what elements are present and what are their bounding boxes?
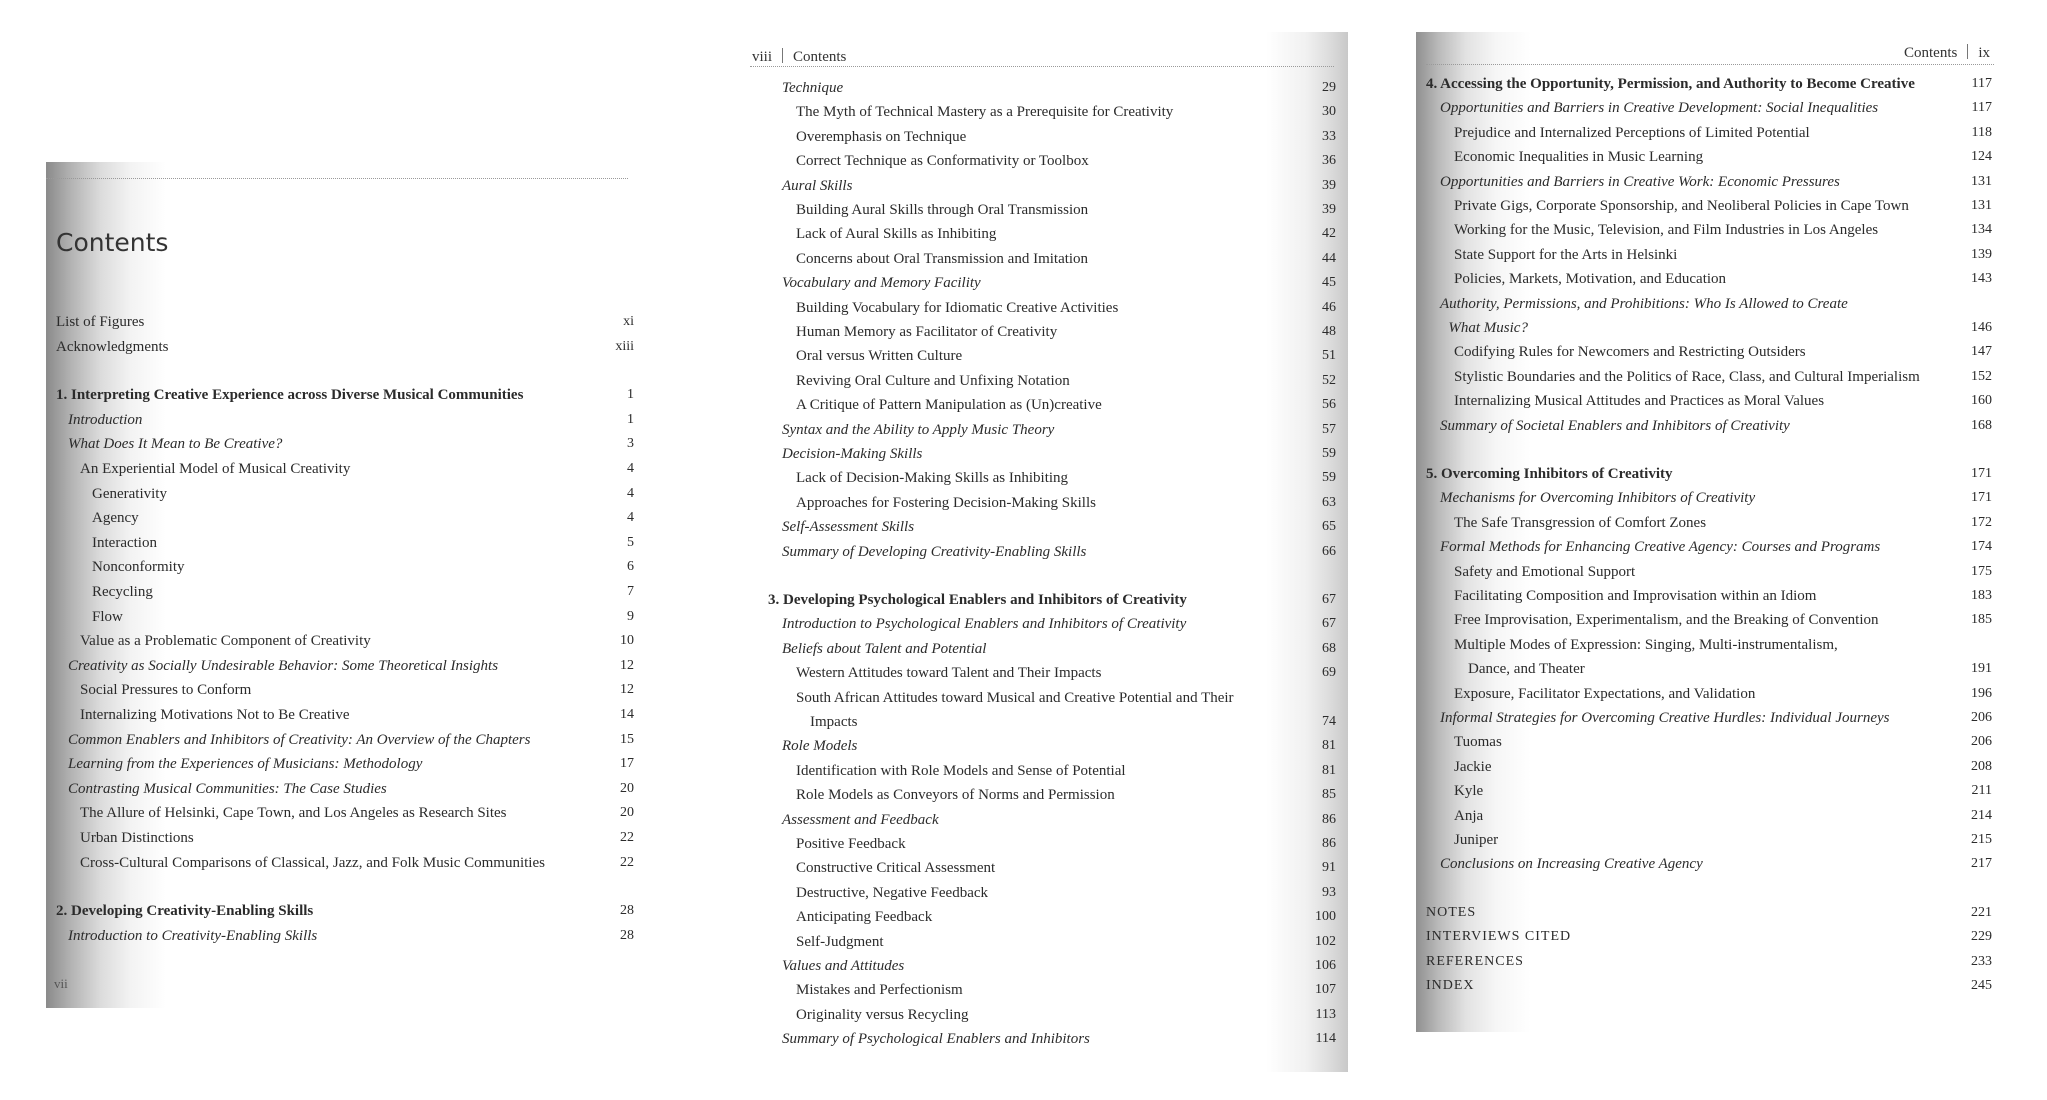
toc-page-number: 174	[1971, 539, 1992, 555]
toc-entry-title: Anja	[1454, 807, 1484, 824]
toc-entry-title: Opportunities and Barriers in Creative Development: Social Inequalities	[1440, 100, 1879, 117]
toc-entry-title: Summary of Societal Enablers and Inhibitors of Creativity	[1440, 417, 1790, 434]
toc-entry-title: 4. Accessing the Opportunity, Permission, and Authority to Become Creative	[1426, 76, 1915, 92]
toc-entry-title: Private Gigs, Corporate Sponsorship, and Neoliberal Policies in Cape Town	[1454, 198, 1909, 214]
toc-entry-title: Recycling	[92, 584, 153, 600]
toc-entry-title: Role Models	[782, 738, 858, 755]
toc-entry-title: What Does It Mean to Be Creative?	[68, 436, 283, 453]
toc-entry-title: Tuomas	[1454, 734, 1502, 751]
toc-page-number: 5	[627, 534, 634, 550]
toc-page-number: 214	[1971, 807, 1992, 823]
toc-page-number: 1	[627, 387, 634, 403]
toc-page-number: 85	[1322, 787, 1336, 803]
toc-entry-title: NOTES	[1426, 904, 1477, 920]
toc-page-number: 10	[620, 633, 634, 649]
toc-entry-title: Building Aural Skills through Oral Transmission	[796, 202, 1089, 218]
toc-page-number: 59	[1322, 446, 1336, 461]
toc-entry-title: Syntax and the Ability to Apply Music Theory	[782, 421, 1055, 438]
toc-entry-title: Role Models as Conveyors of Norms and Permission	[796, 787, 1115, 804]
toc-page-number: 221	[1971, 904, 1992, 920]
toc-page-number: 106	[1315, 958, 1336, 973]
toc-entry-title: Vocabulary and Memory Facility	[782, 275, 981, 292]
toc-page-number: 6	[627, 559, 634, 575]
toc-page-number: 196	[1971, 685, 1992, 701]
toc-page-number: 134	[1971, 222, 1992, 238]
toc-page-number: 69	[1322, 665, 1336, 681]
toc-entry-title: Flow	[92, 608, 123, 625]
toc-page-number: 117	[1971, 76, 1992, 91]
toc-entry-title: Introduction	[68, 411, 143, 428]
toc-entry-title: Constructive Critical Assessment	[796, 860, 996, 877]
toc-entry-title: The Allure of Helsinki, Cape Town, and Los Angeles as Research Sites	[80, 805, 507, 822]
toc-page-number: 245	[1971, 978, 1992, 993]
toc-page-number: 183	[1971, 588, 1992, 603]
toc-page-number: 139	[1971, 246, 1992, 262]
toc-page-number: 143	[1971, 271, 1992, 287]
toc-page-number: 86	[1322, 811, 1336, 827]
toc-entry-title: Self-Assessment Skills	[782, 519, 915, 536]
toc-entry-title: Destructive, Negative Feedback	[796, 884, 989, 901]
toc-page-number: 102	[1315, 933, 1336, 949]
toc-entry-title: What Music?	[1448, 320, 1528, 336]
toc-page-number: xiii	[615, 338, 634, 354]
toc-page-number: 211	[1971, 783, 1992, 799]
toc-entry-title: Human Memory as Facilitator of Creativity	[796, 324, 1058, 340]
toc-entry-title: The Safe Transgression of Comfort Zones	[1454, 514, 1707, 531]
toc-page-number: 63	[1322, 494, 1336, 510]
toc-page-number: 66	[1322, 543, 1336, 559]
toc-page-number: 65	[1322, 519, 1336, 535]
toc-entry-title: Common Enablers and Inhibitors of Creativity: An Overview of the Chapters	[68, 731, 531, 748]
toc-page-number: 14	[620, 707, 634, 722]
toc-page-vii	[46, 162, 634, 1008]
header-rule	[1426, 64, 1994, 65]
toc-entry-title: Value as a Problematic Component of Creativity	[80, 633, 371, 650]
toc-page-number: 68	[1322, 640, 1336, 656]
toc-page-number: 107	[1315, 982, 1336, 998]
toc-entry-title: Opportunities and Barriers in Creative Work: Economic Pressures	[1440, 173, 1840, 190]
toc-entry-title: Impacts	[810, 714, 858, 730]
toc-entry-title: Internalizing Motivations Not to Be Creative	[80, 707, 350, 723]
toc-entry-title: South African Attitudes toward Musical and Creative Potential and Their	[796, 689, 1234, 706]
toc-page-number: 215	[1971, 832, 1992, 847]
toc-page-number: 7	[627, 584, 634, 599]
toc-page-number: 229	[1971, 929, 1992, 945]
toc-entry-title: Western Attitudes toward Talent and Their Impacts	[796, 665, 1102, 682]
running-head-title: Contents	[793, 49, 847, 65]
toc-entry-title: Anticipating Feedback	[796, 909, 933, 926]
toc-entry-title: Internalizing Musical Attitudes and Practices as Moral Values	[1454, 393, 1825, 410]
toc-entry-title: Stylistic Boundaries and the Politics of Race, Class, and Cultural Imperialism	[1454, 368, 1920, 385]
running-head	[752, 48, 846, 66]
toc-entry-title: Mechanisms for Overcoming Inhibitors of Creativity	[1440, 490, 1756, 507]
toc-page-number: 51	[1322, 348, 1336, 364]
toc-page-number: 131	[1971, 198, 1992, 213]
toc-page-number: 171	[1971, 466, 1992, 481]
toc-page-number: 56	[1322, 397, 1336, 413]
toc-entry-title: Mistakes and Perfectionism	[796, 982, 963, 999]
toc-entry-title: Identification with Role Models and Sense of Potential	[796, 762, 1126, 779]
toc-page-number: 206	[1971, 710, 1992, 725]
toc-entry-title: Economic Inequalities in Music Learning	[1454, 149, 1704, 166]
toc-entry-title: Facilitating Composition and Improvisation within an Idiom	[1454, 588, 1817, 604]
toc-entry-title: Formal Methods for Enhancing Creative Agency: Courses and Programs	[1440, 539, 1881, 556]
toc-page-number: 20	[620, 805, 634, 821]
toc-page-number: 147	[1971, 344, 1992, 360]
toc-page-number: 160	[1971, 393, 1992, 409]
toc-entry-title: The Myth of Technical Mastery as a Prerequisite for Creativity	[796, 104, 1174, 121]
toc-entry-title: 3. Developing Psychological Enablers and Inhibitors of Creativity	[768, 592, 1187, 608]
toc-entry-title: List of Figures	[56, 314, 145, 330]
toc-entry-title: Oral versus Written Culture	[796, 348, 963, 365]
toc-entry-title: Aural Skills	[782, 177, 853, 194]
toc-page-number: 46	[1322, 299, 1336, 315]
toc-page-number: 146	[1971, 320, 1992, 335]
toc-entry-title: Codifying Rules for Newcomers and Restricting Outsiders	[1454, 344, 1806, 361]
toc-page-number: 36	[1322, 153, 1336, 169]
header-rule	[750, 66, 1334, 67]
toc-entry-title: Introduction to Creativity-Enabling Skills	[68, 927, 318, 944]
page-folio: viii	[752, 49, 773, 65]
toc-entry-title: Correct Technique as Conformativity or Toolbox	[796, 153, 1089, 170]
toc-page-number: 3	[627, 436, 634, 452]
toc-page-number: 29	[1322, 80, 1336, 95]
toc-page-number: 9	[627, 608, 634, 624]
toc-page-number: 124	[1971, 149, 1992, 165]
toc-page-number: 168	[1971, 417, 1992, 433]
toc-entry-title: Contrasting Musical Communities: The Case Studies	[68, 780, 387, 797]
toc-page-number: 12	[620, 657, 634, 673]
toc-entry-title: Prejudice and Internalized Perceptions of Limited Potential	[1454, 124, 1810, 141]
toc-entry-title: Conclusions on Increasing Creative Agency	[1440, 856, 1703, 873]
toc-entry-title: Agency	[92, 510, 139, 527]
toc-page-number: 28	[620, 927, 634, 943]
toc-entry-title: Technique	[782, 80, 844, 96]
toc-entry-title: Exposure, Facilitator Expectations, and Validation	[1454, 685, 1756, 702]
toc-page-ix	[1416, 32, 2002, 1032]
toc-page-number: 1	[627, 411, 634, 427]
toc-entry-title: Authority, Permissions, and Prohibitions: Who Is Allowed to Create	[1440, 295, 1848, 312]
toc-entry-title: Summary of Developing Creativity-Enabling Skills	[782, 543, 1087, 560]
toc-entry-title: Decision-Making Skills	[782, 446, 923, 462]
toc-entry-title: Learning from the Experiences of Musicians: Methodology	[68, 756, 423, 773]
toc-page-number: 22	[620, 854, 634, 870]
toc-entry-title: Overemphasis on Technique	[796, 128, 967, 145]
page-title: Contents	[56, 228, 169, 257]
toc-entry-title: Policies, Markets, Motivation, and Education	[1454, 271, 1727, 288]
page-folio: vii	[54, 976, 68, 991]
toc-entry-title: Values and Attitudes	[782, 958, 905, 974]
toc-entry-title: Lack of Decision-Making Skills as Inhibiting	[796, 470, 1069, 487]
toc-page-number: 113	[1315, 1006, 1336, 1022]
running-head-title: Contents	[1903, 45, 1958, 61]
toc-entry-title: Informal Strategies for Overcoming Creative Hurdles: Individual Journeys	[1440, 710, 1890, 726]
toc-page-number: 28	[620, 903, 634, 919]
toc-page-number: 152	[1971, 368, 1992, 384]
toc-entry-title: Social Pressures to Conform	[80, 682, 252, 699]
toc-page-number: 39	[1322, 177, 1336, 193]
toc-page-number: 114	[1315, 1031, 1336, 1047]
toc-page-number: 206	[1971, 734, 1992, 750]
toc-page-number: 172	[1971, 514, 1992, 530]
toc-page-number: 45	[1322, 275, 1336, 291]
toc-page-number: 81	[1322, 738, 1336, 754]
toc-page-number: 81	[1322, 762, 1336, 778]
toc-page-number: 42	[1322, 226, 1336, 242]
toc-entry-title: Multiple Modes of Expression: Singing, Multi-instrumentalism,	[1454, 636, 1838, 653]
toc-entry-title: Generativity	[92, 485, 167, 502]
toc-entry-title: 1. Interpreting Creative Experience across Diverse Musical Communities	[56, 387, 524, 404]
toc-entry-title: Beliefs about Talent and Potential	[782, 640, 987, 657]
toc-page-number: 86	[1322, 836, 1336, 851]
toc-entry-title: Assessment and Feedback	[782, 811, 939, 828]
toc-page-number: 33	[1322, 128, 1336, 144]
running-head-separator	[1967, 44, 1968, 59]
toc-page-number: 22	[620, 830, 634, 845]
toc-entry-title: Approaches for Fostering Decision-Making Skills	[796, 494, 1096, 511]
toc-page-number: 67	[1322, 592, 1336, 607]
toc-entry-title: Urban Distinctions	[80, 830, 194, 846]
toc-page-number: 67	[1322, 616, 1336, 632]
toc-page-number: 171	[1971, 490, 1992, 506]
toc-entry-title: Creativity as Socially Undesirable Behavior: Some Theoretical Insights	[68, 657, 499, 674]
toc-page-number: 59	[1322, 470, 1336, 486]
toc-page-number: 100	[1315, 909, 1336, 925]
toc-entry-title: Introduction to Psychological Enablers and Inhibitors of Creativity	[782, 616, 1187, 633]
toc-entry-title: Dance, and Theater	[1468, 661, 1585, 678]
running-head	[1904, 44, 1990, 62]
toc-page-number: 91	[1322, 860, 1336, 876]
toc-entry-title: Lack of Aural Skills as Inhibiting	[796, 226, 997, 243]
toc-page-number: 4	[627, 461, 634, 476]
toc-page-number: 208	[1971, 758, 1992, 774]
toc-entry-title: Free Improvisation, Experimentalism, and the Breaking of Convention	[1454, 612, 1879, 629]
toc-page-number: 233	[1971, 953, 1992, 969]
toc-entry-title: Originality versus Recycling	[796, 1006, 969, 1023]
toc-entry-title: Kyle	[1454, 783, 1484, 800]
toc-entry-title: Concerns about Oral Transmission and Imitation	[796, 250, 1089, 267]
toc-page-number: 117	[1971, 100, 1992, 116]
toc-entry-title: Self-Judgment	[796, 933, 884, 950]
toc-page-number: 4	[627, 485, 634, 501]
toc-page-number: 185	[1971, 612, 1992, 628]
header-rule	[46, 178, 628, 179]
toc-page-number: 30	[1322, 104, 1336, 120]
toc-page-number: 4	[627, 510, 634, 526]
running-head-separator	[782, 48, 783, 63]
toc-entry-title: Reviving Oral Culture and Unfixing Notation	[796, 372, 1070, 389]
toc-entry-title: 2. Developing Creativity-Enabling Skills	[56, 903, 314, 920]
toc-page-number: 39	[1322, 202, 1336, 217]
toc-entry-title: A Critique of Pattern Manipulation as (Un)creative	[796, 397, 1102, 414]
toc-page-number: 191	[1971, 661, 1992, 677]
toc-page-number: 20	[620, 780, 634, 796]
toc-entry-title: Safety and Emotional Support	[1454, 563, 1636, 580]
toc-entry-title: 5. Overcoming Inhibitors of Creativity	[1426, 466, 1673, 482]
toc-page-number: 175	[1971, 563, 1992, 579]
toc-entry-title: REFERENCES	[1426, 953, 1524, 969]
toc-page-number: 131	[1971, 173, 1992, 189]
toc-page-number: 93	[1322, 884, 1336, 900]
toc-entry-title: Positive Feedback	[796, 836, 906, 852]
toc-page-number: 57	[1322, 421, 1336, 437]
toc-page-number: 48	[1322, 324, 1336, 339]
toc-page-viii	[736, 32, 1348, 1072]
toc-entry-title: Interaction	[92, 534, 157, 551]
toc-page-number: 74	[1322, 714, 1336, 729]
toc-entry-title: Juniper	[1454, 832, 1499, 848]
toc-page-number: 118	[1971, 124, 1992, 140]
toc-entry-title: INTERVIEWS CITED	[1426, 929, 1572, 945]
toc-entry-title: Cross-Cultural Comparisons of Classical, Jazz, and Folk Music Communities	[80, 854, 545, 871]
toc-page-number: 52	[1322, 372, 1336, 388]
toc-page-number: 17	[620, 756, 634, 772]
toc-entry-title: An Experiential Model of Musical Creativity	[80, 461, 351, 477]
toc-entry-title: Acknowledgments	[56, 338, 169, 355]
toc-page-number: 44	[1322, 250, 1336, 266]
toc-entry-title: INDEX	[1426, 978, 1475, 993]
toc-page-number: 12	[620, 682, 634, 698]
toc-entry-title: State Support for the Arts in Helsinki	[1454, 246, 1678, 263]
page-folio: ix	[1978, 45, 1990, 61]
toc-entry-title: Nonconformity	[92, 559, 185, 576]
toc-page-number: 217	[1971, 856, 1992, 872]
toc-page-number: 15	[620, 731, 634, 747]
toc-entry-title: Building Vocabulary for Idiomatic Creative Activities	[796, 299, 1119, 316]
toc-entry-title: Jackie	[1454, 758, 1492, 775]
toc-entry-title: Working for the Music, Television, and Film Industries in Los Angeles	[1454, 222, 1879, 239]
toc-entry-title: Summary of Psychological Enablers and Inhibitors	[782, 1031, 1090, 1048]
toc-page-number: xi	[623, 314, 634, 329]
